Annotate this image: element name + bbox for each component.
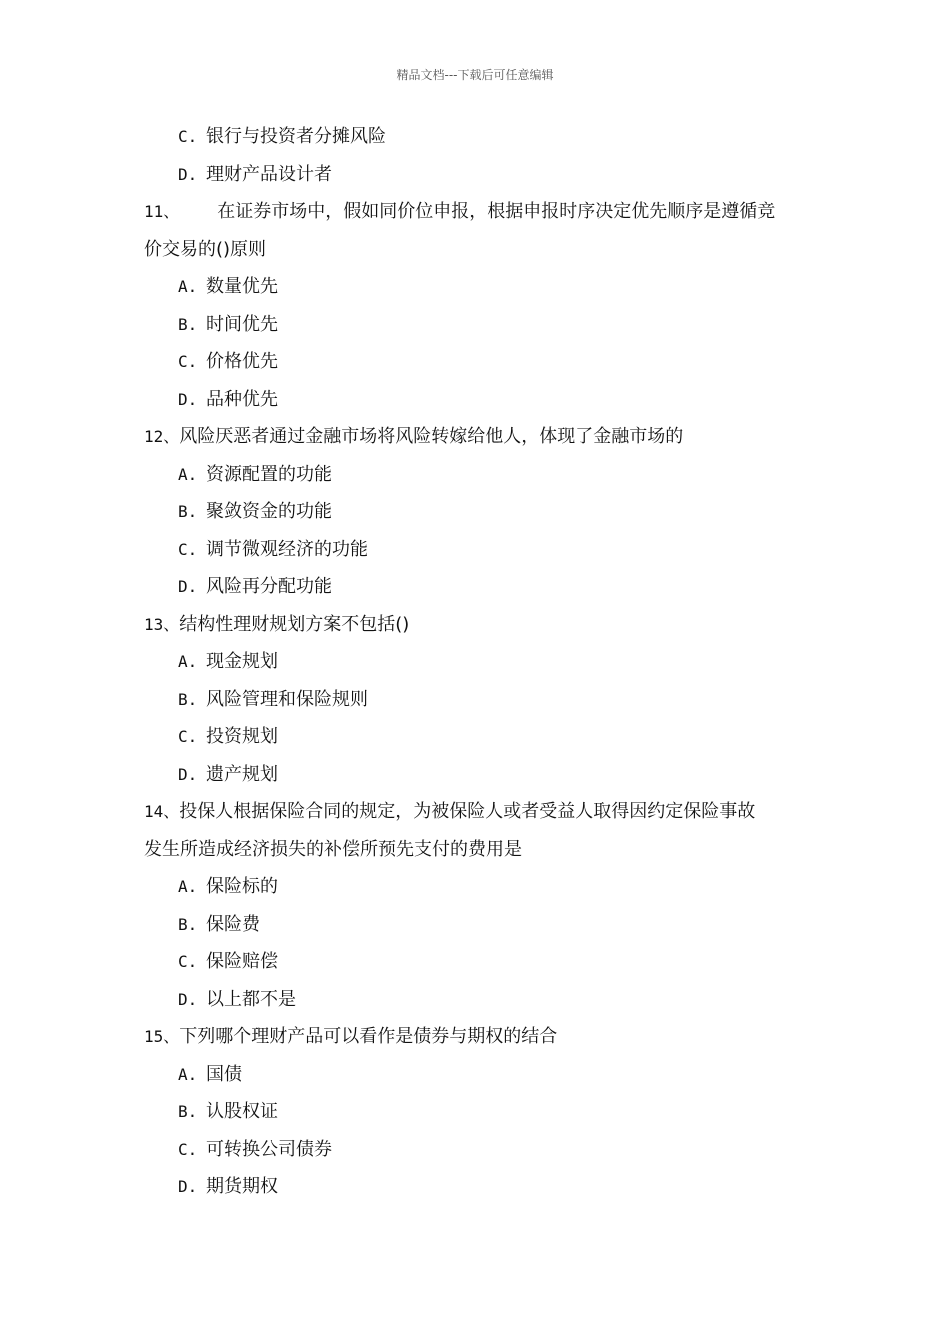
option-text: 风险管理和保险规则 bbox=[206, 688, 368, 710]
question-13 bbox=[144, 606, 824, 644]
question-text: 投保人根据保险合同的规定，为被保险人或者受益人取得因约定保险事故 bbox=[179, 801, 756, 822]
option-letter: A. bbox=[178, 877, 198, 896]
option-text: 调节微观经济的功能 bbox=[206, 538, 368, 560]
option-letter: B. bbox=[178, 689, 198, 709]
option-text: 风险再分配功能 bbox=[206, 576, 332, 597]
option-text: 以上都不是 bbox=[206, 988, 296, 1010]
option-b bbox=[144, 906, 824, 944]
option-letter: A. bbox=[178, 652, 198, 671]
option-text: 可转换公司债券 bbox=[206, 1138, 332, 1160]
option-d bbox=[144, 156, 824, 194]
question-text: 价交易的()原则 bbox=[144, 238, 267, 260]
option-letter: A. bbox=[178, 277, 198, 296]
option-text: 聚敛资金的功能 bbox=[206, 501, 332, 522]
option-d bbox=[144, 1168, 824, 1206]
option-d bbox=[144, 981, 824, 1019]
option-letter: D. bbox=[178, 989, 198, 1009]
question-number: 12、 bbox=[144, 427, 180, 446]
option-letter: A. bbox=[178, 1064, 198, 1084]
option-text: 理财产品设计者 bbox=[206, 163, 332, 185]
option-letter: D. bbox=[178, 577, 198, 596]
option-letter: C. bbox=[178, 727, 198, 746]
option-text: 国债 bbox=[206, 1063, 242, 1085]
option-letter: C. bbox=[178, 127, 198, 146]
option-text: 品种优先 bbox=[206, 388, 278, 410]
option-letter: B. bbox=[178, 314, 198, 334]
option-letter: C. bbox=[178, 352, 198, 371]
question-11-cont bbox=[144, 231, 824, 269]
option-text: 资源配置的功能 bbox=[206, 463, 332, 485]
option-letter: C. bbox=[178, 1139, 198, 1159]
question-15 bbox=[144, 1018, 824, 1056]
question-12 bbox=[144, 418, 824, 456]
option-c bbox=[144, 343, 824, 381]
option-text: 认股权证 bbox=[206, 1101, 278, 1122]
question-number: 13、 bbox=[144, 614, 180, 634]
option-a bbox=[144, 1056, 824, 1094]
page-header: 精品文档---下载后可任意编辑 bbox=[396, 68, 554, 82]
option-a bbox=[144, 456, 824, 494]
option-letter: C. bbox=[178, 539, 198, 559]
option-c bbox=[144, 118, 824, 156]
option-letter: D. bbox=[178, 764, 198, 784]
option-text: 投资规划 bbox=[206, 726, 278, 747]
option-a bbox=[144, 868, 824, 906]
question-11 bbox=[144, 193, 824, 231]
option-text: 银行与投资者分摊风险 bbox=[206, 126, 386, 147]
question-text: 结构性理财规划方案不包括() bbox=[179, 613, 410, 635]
option-text: 现金规划 bbox=[206, 651, 278, 672]
option-b bbox=[144, 1093, 824, 1131]
option-c bbox=[144, 531, 824, 569]
option-text: 保险赔偿 bbox=[206, 951, 278, 972]
question-text: 下列哪个理财产品可以看作是债券与期权的结合 bbox=[179, 1026, 558, 1047]
option-letter: B. bbox=[178, 1102, 198, 1121]
option-text: 保险费 bbox=[206, 913, 260, 935]
option-b bbox=[144, 493, 824, 531]
option-letter: B. bbox=[178, 502, 198, 521]
option-c bbox=[144, 943, 824, 981]
question-number: 15、 bbox=[144, 1027, 180, 1046]
option-a bbox=[144, 268, 824, 306]
question-14 bbox=[144, 793, 824, 831]
option-a bbox=[144, 643, 824, 681]
option-b bbox=[144, 306, 824, 344]
option-d bbox=[144, 381, 824, 419]
option-letter: D. bbox=[178, 1177, 198, 1196]
option-c bbox=[144, 1131, 824, 1169]
option-letter: B. bbox=[178, 914, 198, 934]
option-text: 时间优先 bbox=[206, 313, 278, 335]
option-letter: D. bbox=[178, 389, 198, 409]
question-text: 在证券市场中，假如同价位申报，根据申报时序决定优先顺序是遵循竞 bbox=[217, 201, 776, 222]
option-text: 数量优先 bbox=[206, 276, 278, 297]
question-text: 发生所造成经济损失的补偿所预先支付的费用是 bbox=[144, 838, 522, 860]
option-c bbox=[144, 718, 824, 756]
option-b bbox=[144, 681, 824, 719]
option-d bbox=[144, 568, 824, 606]
question-number: 11、 bbox=[144, 202, 180, 221]
option-letter: C. bbox=[178, 952, 198, 971]
option-text: 期货期权 bbox=[206, 1176, 278, 1197]
question-number: 14、 bbox=[144, 802, 180, 821]
question-14-cont bbox=[144, 831, 824, 869]
option-text: 保险标的 bbox=[206, 876, 278, 897]
option-text: 价格优先 bbox=[206, 351, 278, 372]
option-text: 遗产规划 bbox=[206, 763, 278, 785]
option-letter: A. bbox=[178, 464, 198, 484]
option-d bbox=[144, 756, 824, 794]
question-text: 风险厌恶者通过金融市场将风险转嫁给他人，体现了金融市场的 bbox=[179, 426, 684, 447]
document-body bbox=[144, 118, 824, 1206]
option-letter: D. bbox=[178, 164, 198, 184]
